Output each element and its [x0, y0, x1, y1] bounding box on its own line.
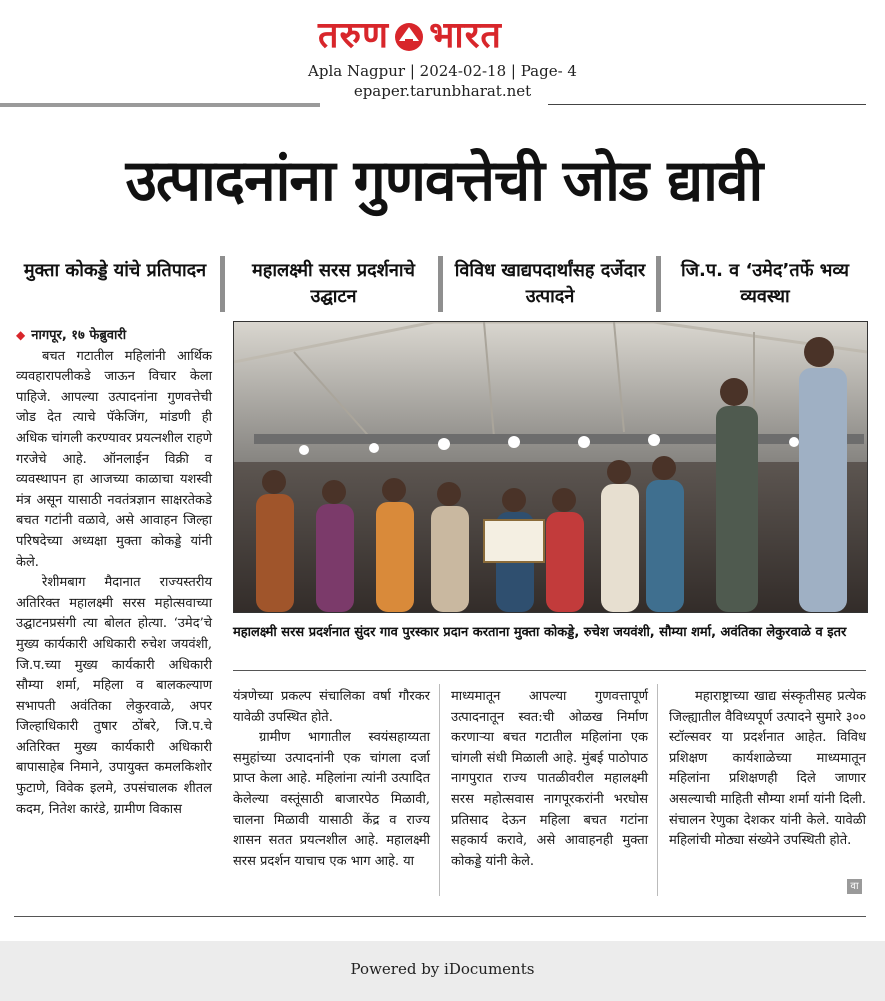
- powered-by-link[interactable]: Powered by iDocuments: [350, 960, 535, 978]
- column-rule: [657, 684, 658, 896]
- event-photo: [233, 321, 868, 613]
- header-rule-left: [0, 103, 320, 107]
- site-link[interactable]: epaper.tarunbharat.net: [353, 82, 532, 100]
- logo-text-left: तरुण: [318, 15, 390, 56]
- dateline: [16, 325, 212, 347]
- article-bottom-rule: [14, 916, 866, 917]
- photo-caption: महालक्ष्मी सरस प्रदर्शनात सुंदर गाव पुरस्कार प्रदान करताना मुक्ता कोकड्डे, रुचेश जयवंशी, सौम्या शर्मा, अवंतिका लेकुरवाळे व इतर: [233, 625, 847, 640]
- article-column-3: [451, 687, 648, 872]
- logo-text-right: भारत: [429, 15, 502, 56]
- edition-page: Page- 4: [520, 62, 577, 80]
- dateline-text: नागपूर, १७ फेब्रुवारी: [31, 328, 127, 343]
- header-rule-right: [548, 104, 866, 105]
- masthead-logo: [318, 16, 568, 56]
- logo-emblem-icon: [393, 19, 425, 53]
- end-mark: वा: [847, 879, 862, 894]
- subhead-divider: [656, 256, 661, 312]
- subhead-divider: [438, 256, 443, 312]
- edition-name: Apla Nagpur: [308, 62, 406, 80]
- paragraph: रेशीमबाग मैदानात राज्यस्तरीय अतिरिक्त महालक्ष्मी सरस महोत्सवाच्या उद्घाटनप्रसंगी त्या बोलत होत्या. ‘उमेद’चे मुख्य कार्यकारी अधिकारी रुचेश जयवंशी, जि.प.च्या मुख्य कार्यकारी अधिकारी सौम्या शर्मा, महिला व बालकल्याण सभापती अवंतिका लेकुरवाळे, अपर जिल्हाधिकारी तुषार ठोंबरे, जि.प.चे अतिरिक्त मुख्य कार्यकारी अधिकारी बापासाहेब निमाने, उपायुक्त कमलकिशोर फुटाणे, विवेक इलमे, उपसंचालक शीतल कदम, नितेश कारंडे, ग्रामीण विकास: [16, 575, 212, 817]
- paragraph: बचत गटातील महिलांनी आर्थिक व्यवहारापलीकडे जाऊन विचार केला पाहिजे. आपल्या उत्पादनांना गुणवत्तेची जोड देत त्याचे पॅकेजिंग, मांडणी ही अधिक चांगली करण्यावर प्रयत्नशील राहणे गरजेचे आहे. ऑनलाईन विक्री व व्यवस्थापन हा आजच्या काळाचा यशस्वी मंत्र असून यासाठी नवतंत्रज्ञान साक्षरतेकडे बचत गटांनी वळावे, असे आवाहन जिल्हा परिषदेच्या अध्यक्षा मुक्ता कोकड्डे यांनी केले.: [16, 348, 213, 570]
- paragraph: यंत्रणेच्या प्रकल्प संचालिका वर्षा गौरकर यावेळी उपस्थित होते.: [233, 689, 430, 725]
- subhead-4: जि.प. व ‘उमेद’तर्फे भव्य व्यवस्था: [681, 260, 849, 307]
- edition-date: 2024-02-18: [419, 62, 507, 80]
- paragraph: माध्यमातून आपल्या गुणवत्तापूर्ण उत्पादनातून स्वत:ची ओळख निर्माण करणाऱ्या बचत गटातील महिलांना एक चांगली संधी मिळाली आहे. मुंबई पाठोपाठ नागपुरात राज्य पातळीवरील महालक्ष्मी सरस महोत्सवास नागपूरकरांनी भरघोस प्रतिसाद देऊन महिला बचत गटांना सहकार्य करावे, असे आवाहनही मुक्ता कोकड्डे यांनी केले.: [451, 689, 648, 869]
- paragraph: ग्रामीण भागातील स्वयंसहाय्यता समुहांच्या उत्पादनांनी एक चांगला दर्जा प्राप्त केला आहे. महिलांना त्यांनी उत्पादित केलेल्या वस्तूंसाठी बाजारपेठ मिळावी, चालना मिळावी यासाठी केंद्र व राज्य शासन सतत प्रयत्नशील आहे. महालक्ष्मी सरस प्रदर्शन याचाच एक भाग आहे. या: [233, 730, 430, 869]
- column-rule: [439, 684, 440, 896]
- article-column-4: [669, 687, 866, 852]
- article-column-1: [16, 325, 212, 820]
- caption-rule: [233, 670, 866, 671]
- article-column-2: [233, 687, 430, 872]
- subhead-divider: [220, 256, 225, 312]
- subhead-3: विविध खाद्यपदार्थांसह दर्जेदार उत्पादने: [454, 260, 646, 307]
- edition-line: Apla Nagpur | 2024-02-18 | Page- 4: [308, 62, 577, 80]
- headline: उत्पादनांना गुणवत्तेची जोड द्यावी: [125, 148, 763, 214]
- subhead-2: महालक्ष्मी सरस प्रदर्शनाचे उद्घाटन: [252, 260, 415, 307]
- paragraph: महाराष्ट्राच्या खाद्य संस्कृतीसह प्रत्येक जिल्ह्यातील वैविध्यपूर्ण उत्पादने सुमारे ३०० स्टॉल्सवर या प्रदर्शनात आहेत. विविध प्रशिक्षण कार्यशाळेच्या माध्यमातून महिलांना प्रशिक्षणही दिले जाणार असल्याची माहिती सौम्या शर्मा यांनी दिली. संचालन रेणुका देशकर यांनी केले. यावेळी महिलांची मोठ्या संख्येने उपस्थिती होते.: [669, 689, 866, 849]
- subhead-1: मुक्ता कोकड्डे यांचे प्रतिपादन: [23, 260, 207, 281]
- diamond-bullet-icon: ◆: [16, 328, 26, 342]
